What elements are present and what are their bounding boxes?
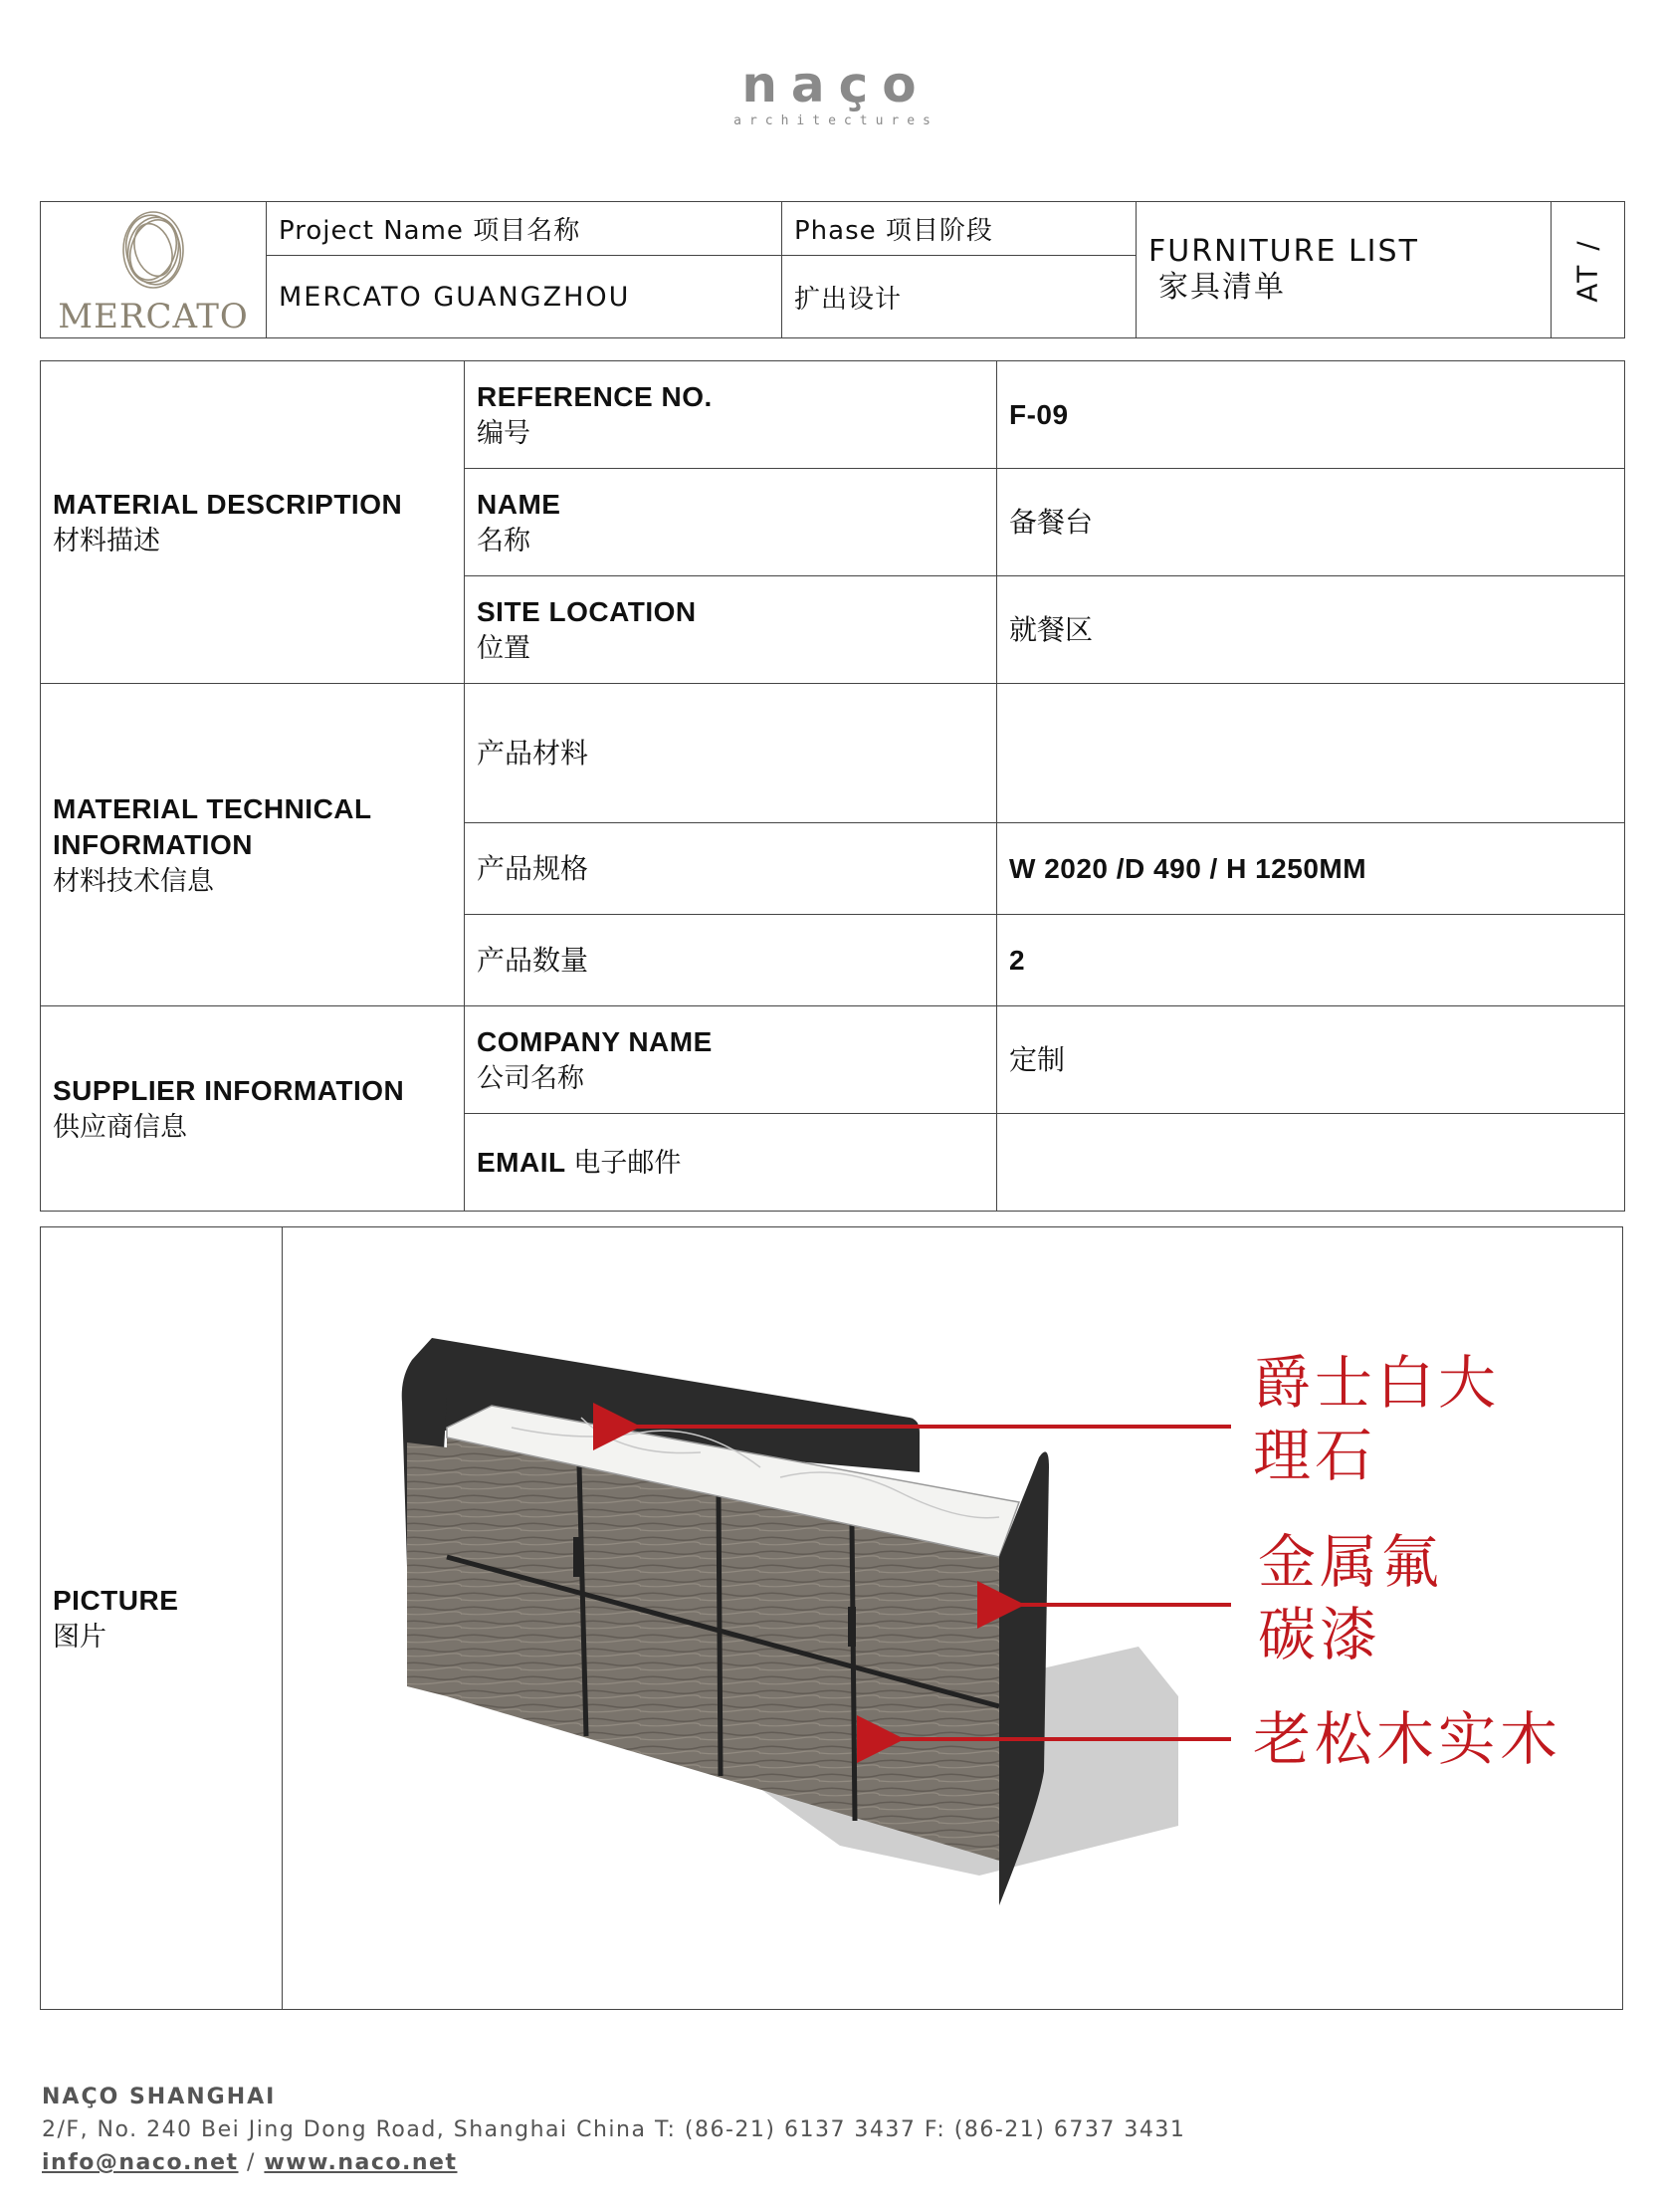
footer-company: NAÇO SHANGHAI [42, 2085, 277, 2109]
reference-no-label-zh: 编号 [477, 417, 530, 448]
material-description-label-zh: 材料描述 [53, 525, 160, 555]
picture-label-zh: 图片 [53, 1621, 106, 1652]
company-name-value: 定制 [997, 1006, 1625, 1114]
supplier-info-label-en: SUPPLIER INFORMATION [53, 1074, 405, 1106]
picture-cell [283, 1227, 1623, 2010]
revision-cell [1552, 202, 1625, 338]
company-name-label [465, 1006, 997, 1114]
technical-info-label-en-2: INFORMATION [53, 828, 253, 860]
company-name-label-en: COMPANY NAME [477, 1025, 713, 1057]
technical-info-label-en-1: MATERIAL TECHNICAL [53, 792, 372, 824]
email-label [465, 1114, 997, 1212]
project-name-label: Project Name 项目名称 [267, 202, 782, 256]
product-material-label: 产品材料 [465, 684, 997, 823]
document-title [1137, 202, 1552, 338]
technical-info-label [41, 684, 465, 1006]
product-quantity-label: 产品数量 [465, 915, 997, 1006]
name-label-zh: 名称 [477, 525, 530, 555]
company-name-label-zh: 公司名称 [477, 1062, 584, 1093]
material-description-label [41, 361, 465, 684]
metal-note-line1: 金属氟 [1258, 1527, 1444, 1596]
site-location-label-zh: 位置 [477, 632, 530, 663]
info-table [40, 360, 1625, 1212]
marble-note-line2: 理石 [1253, 1421, 1377, 1489]
metal-note-line2: 碳漆 [1258, 1600, 1382, 1668]
footer-separator: / [247, 2150, 256, 2175]
email-label-en: EMAIL [477, 1146, 566, 1178]
picture-label [41, 1227, 283, 2010]
picture-label-en: PICTURE [53, 1584, 179, 1616]
name-label [465, 469, 997, 576]
reference-no-label [465, 361, 997, 469]
reference-no-label-en: REFERENCE NO. [477, 380, 713, 412]
naco-logo-mark: naço [741, 56, 931, 113]
project-name-value: MERCATO GUANGZHOU [267, 256, 782, 338]
revision-label: AT / [1570, 237, 1604, 303]
site-location-label [465, 576, 997, 684]
footer-website-link[interactable]: www.naco.net [264, 2150, 458, 2175]
document-title-zh: 家具清单 [1158, 270, 1286, 305]
wood-note: 老松木实木 [1253, 1704, 1562, 1773]
material-description-label-en: MATERIAL DESCRIPTION [53, 488, 403, 520]
footer-address: 2/F, No. 240 Bei Jing Dong Road, Shanghai China T: (86-21) 6137 3437 F: (86-21) 6737 3431 [42, 2117, 1186, 2142]
product-quantity-value: 2 [997, 915, 1625, 1006]
site-location-label-en: SITE LOCATION [477, 595, 697, 627]
technical-info-label-zh: 材料技术信息 [53, 865, 214, 896]
cabinet-left [407, 1442, 447, 1696]
client-logo [41, 202, 267, 338]
email-label-zh: 电子邮件 [573, 1147, 682, 1178]
phase-value: 扩出设计 [782, 256, 1137, 338]
document-title-en: FURNITURE LIST [1148, 234, 1419, 269]
naco-logo-subtitle: architectures [733, 113, 938, 128]
naco-logo [717, 58, 955, 128]
marble-note-line1: 爵士白大 [1253, 1348, 1501, 1417]
product-spec-value: W 2020 /D 490 / H 1250MM [997, 823, 1625, 915]
site-location-value: 就餐区 [997, 576, 1625, 684]
footer-email-link[interactable]: info@naco.net [42, 2150, 239, 2175]
mercato-rings-icon [99, 204, 208, 296]
name-value: 备餐台 [997, 469, 1625, 576]
product-spec-label: 产品规格 [465, 823, 997, 915]
footer-links [42, 2146, 1185, 2179]
supplier-info-label [41, 1006, 465, 1212]
name-label-en: NAME [477, 488, 561, 520]
supplier-info-label-zh: 供应商信息 [53, 1111, 187, 1142]
phase-label: Phase 项目阶段 [782, 202, 1137, 256]
furniture-illustration [283, 1228, 1621, 2009]
footer [42, 2081, 1185, 2179]
client-logo-text: MERCATO [58, 296, 249, 336]
header-table [40, 201, 1625, 338]
picture-table [40, 1226, 1623, 2010]
email-value [997, 1114, 1625, 1212]
reference-no-value: F-09 [997, 361, 1625, 469]
product-material-value [997, 684, 1625, 823]
